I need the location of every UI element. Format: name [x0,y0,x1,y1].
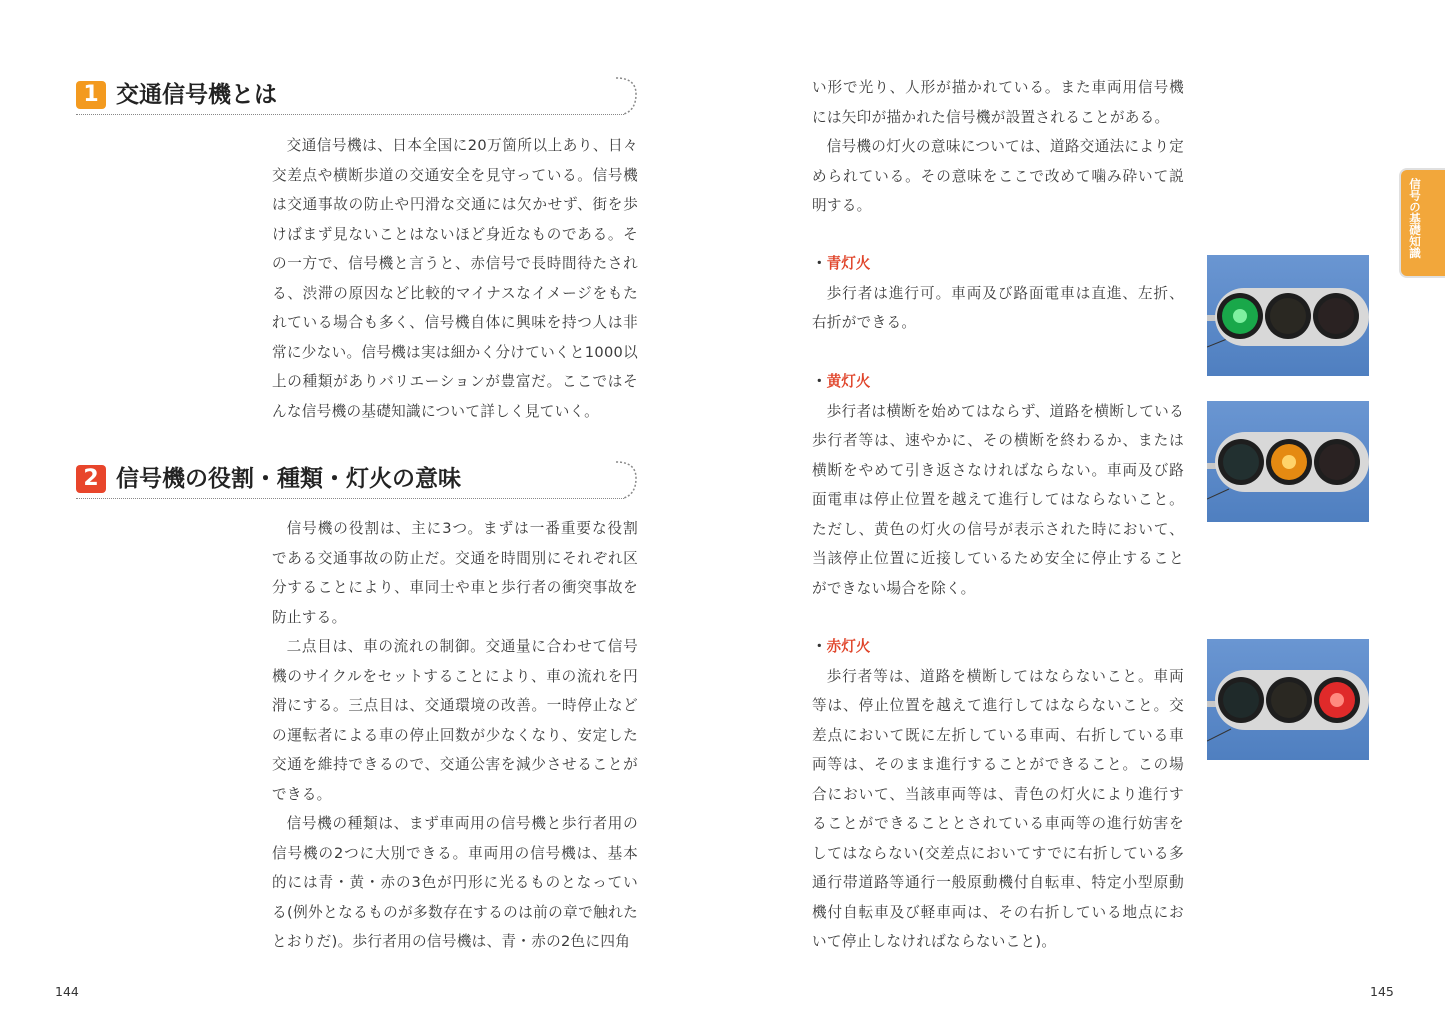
page-number-right: 145 [1370,984,1394,999]
red-light-description: 歩行者等は、道路を横断してはならないこと。車両等は、停止位置を越えて進行してはならないこと。交差点において既に左折している車両、右折している車両等は、そのまま進行することができること。この場合において、当該車両等は、青色の灯火により進行することができることとされている車両等の進行妨害をしてはならない(交差点においてすでに右折している多通行帯道路等通行一般原動機付自転車、特定小型原動機付自転車及び軽車両は、その右折している地点において停止しなければならないこと)。 [812,667,1184,950]
left-page [0,0,722,1030]
green-light-block [812,249,1184,338]
red-light-block [812,632,1184,957]
section-2-number-badge: 2 [76,465,106,493]
section-1-number-badge: 1 [76,81,106,109]
red-signal-photo [1207,639,1369,760]
section-2-paragraph-2: 二点目は、車の流れの制御。交通量に合わせて信号機のサイクルをセットすることにより、車の流れを円滑にする。三点目は、交通環境の改善。一時停止などの運転者による車の停止回数が少なくなり、安定した交通を維持できるので、交通公害を減少させることができる。 [272,638,638,803]
section-1-paragraph: 交通信号機は、日本全国に20万箇所以上あり、日々交差点や横断歩道の交通安全を見守っている。信号機は交通事故の防止や円滑な交通には欠かせず、街を歩けばまず見ないことはないほど身近なものである。その一方で、信号機と言うと、赤信号で長時間待たされる、渋滞の原因など比較的マイナスなイメージをもたれている場合も多く、信号機自体に興味を持つ人は非常に少ない。信号機は実は細かく分けていくと1000以上の種類がありバリエーションが豊富だ。ここではそんな信号機の基礎知識について詳しく見ていく。 [272,137,639,420]
section-2-paragraph-1: 信号機の役割は、主に3つ。まずは一番重要な役割である交通事故の防止だ。交通を時間別にそれぞれ区分することにより、車同士や車と歩行者の衝突事故を防止する。 [272,520,638,626]
yellow-light-block [812,367,1184,603]
section-2-heading [76,462,636,502]
heading-curl-ornament [616,458,640,500]
yellow-light-label: ・黄灯火 [812,373,871,390]
right-intro-body [812,73,1184,221]
intro-paragraph-continued: い形で光り、人形が描かれている。また車両用信号機には矢印が描かれた信号機が設置されることがある。 [812,79,1184,126]
red-light-label: ・赤灯火 [812,638,871,655]
chapter-side-tab [1399,168,1445,278]
section-2-title: 信号機の役割・種類・灯火の意味 [116,466,461,492]
green-light-description: 歩行者は進行可。車両及び路面電車は直進、左折、右折ができる。 [812,284,1184,331]
heading-curl-ornament [616,74,640,116]
green-light-label: ・青灯火 [812,255,871,272]
section-2-body [272,514,638,957]
section-2-rule [76,498,624,499]
yellow-signal-photo [1207,401,1369,522]
section-1-title: 交通信号機とは [116,82,277,108]
green-signal-photo [1207,255,1369,376]
chapter-side-tab-label: 信号の基礎知識 [1408,178,1422,259]
intro-paragraph-2: 信号機の灯火の意味については、道路交通法により定められている。その意味をここで改めて噛み砕いて説明する。 [812,138,1184,214]
section-1-heading [76,78,636,118]
section-1-body [272,131,638,426]
section-2-paragraph-3: 信号機の種類は、まず車両用の信号機と歩行者用の信号機の2つに大別できる。車両用の信号機は、基本的には青・黄・赤の3色が円形に光るものとなっている(例外となるものが多数存在するのは前の章で触れたとおりだ)。歩行者用の信号機は、青・赤の2色に四角 [272,815,638,950]
page-number-left: 144 [55,984,79,999]
section-1-rule [76,114,624,115]
right-page [722,0,1445,1030]
yellow-light-description: 歩行者は横断を始めてはならず、道路を横断している歩行者等は、速やかに、その横断を終わるか、または横断をやめて引き返さなければならない。車両及び路面電車は停止位置を越えて進行してはならないこと。ただし、黄色の灯火の信号が表示された時において、当該停止位置に近接しているため安全に停止することができない場合を除く。 [812,402,1184,597]
